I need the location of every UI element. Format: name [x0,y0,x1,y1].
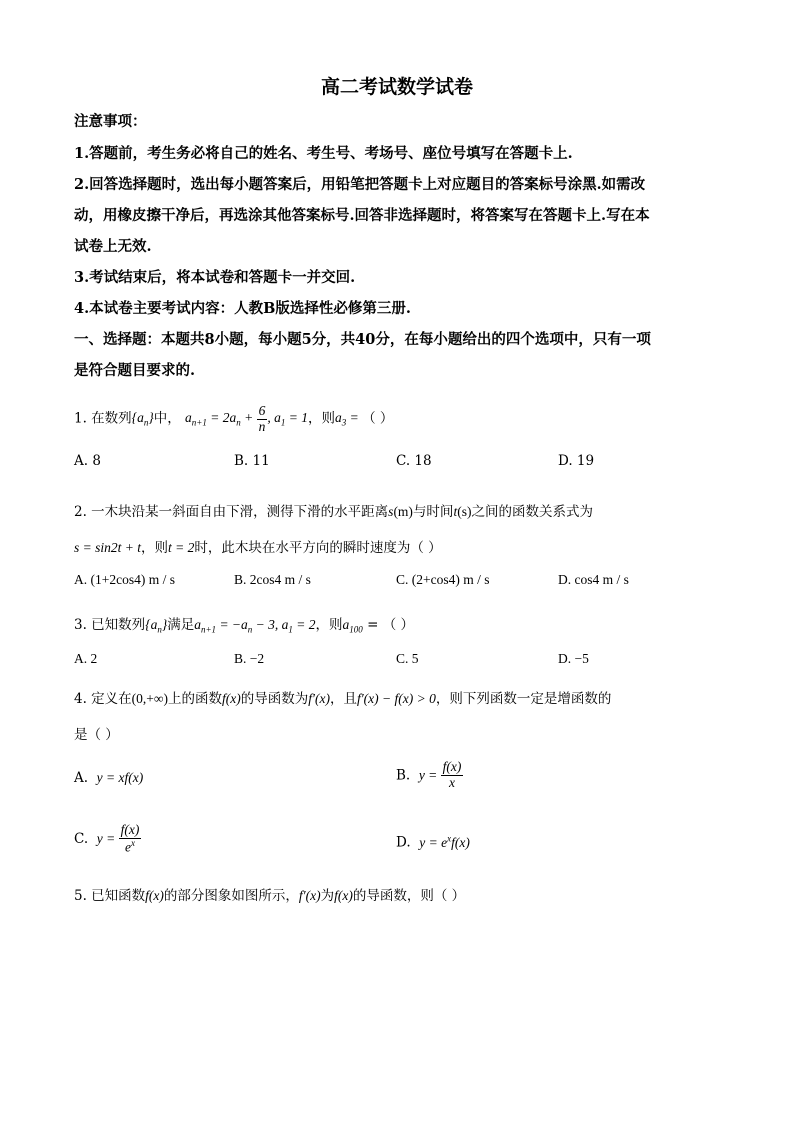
question-1 [74,404,393,435]
question-4-line-2: 是（ ） [74,727,119,743]
page-title: 高二考试数学试卷 [320,76,473,98]
q3-recurrence: $a_{n+1} = -a_n - 3$, $a_1 = 2$ [194,617,316,635]
q3-option-c[interactable]: C. 5 [396,651,419,666]
q2-option-a[interactable]: A. (1+2cos4) m / s [74,572,175,587]
notes-heading: 注意事项： [74,113,147,130]
q4-option-b[interactable]: B. y = $\frac{f(x)}{x}$ [396,759,462,790]
q1-option-d[interactable]: D. 19 [558,453,595,469]
q1-option-b[interactable]: B. 11 [234,453,270,469]
q1-answer-paren: （ ） [362,410,394,427]
q2-option-b[interactable]: B. 2cos4 m / s [234,572,311,587]
q1-then: ，则 [307,410,335,427]
q3-option-b[interactable]: B. −2 [234,651,265,666]
q1-sequence: $\{a_n\}$ [131,410,154,429]
q1-recurrence: $a_{n+1} = 2a_n$ + $\frac{6}{n}$ , $a_1 = 1$ [185,403,308,434]
question-2-line-1: 2. 一木块沿某一斜面自由下滑，测得下滑的水平距离s(m)与时间t(s)之间的函数关系式为 [74,504,593,520]
question-3: 3. 已知数列$\{a_n\}$满足$a_{n+1} = -a_n - 3$, $a_1 = 2$，则$a_{100}$ = （ ） [74,617,414,635]
q4-option-c[interactable]: C. y = $\frac{f(x)}{e^x}$ [74,822,140,855]
q1-option-a[interactable]: A. 8 [74,453,101,469]
section-heading-line-2: 是符合题目要求的. [74,362,196,379]
q3-option-d[interactable]: D. −5 [558,651,589,666]
q1-mid: 中， [153,410,181,427]
q1-ask: $a_3$ = [334,410,363,429]
q1-prefix: 1. 在数列 [74,410,132,427]
q2-option-d[interactable]: D. cos4 m / s [558,572,629,587]
section-heading-line-1: 一、选择题：本题共8小题，每小题5分，共40分，在每小题给出的四个选项中，只有一项 [74,331,651,348]
note-item-3: 3.考试结束后，将本试卷和答题卡一并交回. [74,269,356,286]
question-5: 5. 已知函数f(x)的部分图象如图所示，f′(x)为f(x)的导函数，则（ ） [74,888,466,904]
note-item-1: 1.答题前，考生务必将自己的姓名、考生号、考场号、座位号填写在答题卡上. [74,145,573,162]
note-item-2-line-1: 2.回答选择题时，选出每小题答案后，用铅笔把答题卡上对应题目的答案标号涂黑.如需改 [74,176,646,193]
q1-option-c[interactable]: C. 18 [396,453,432,469]
question-4-line-1: 4. 定义在(0,+∞)上的函数f(x)的导函数为f′(x)，且f′(x) − f(x) > 0，则下列函数一定是增函数的 [74,691,612,707]
note-item-4: 4.本试卷主要考试内容：人教B版选择性必修第三册. [74,300,411,317]
question-2-line-2: s = sin2t + t，则t = 2时，此木块在水平方向的瞬时速度为（ ） [74,540,442,556]
q3-option-a[interactable]: A. 2 [74,651,98,666]
note-item-2-line-3: 试卷上无效. [74,238,152,255]
q1-fraction: $\frac{6}{n}$ [258,403,266,434]
q4-option-a[interactable]: A. y = xf(x) [74,770,144,786]
q2-formula: s = sin2t + t [74,540,141,555]
note-item-2-line-2: 动，用橡皮擦干净后，再选涂其他答案标号.回答非选择题时，将答案写在答题卡上.写在本 [74,207,650,224]
q2-option-c[interactable]: C. (2+cos4) m / s [396,572,490,587]
q4-option-d[interactable]: D. $y = e^xf(x)$ [396,833,470,851]
